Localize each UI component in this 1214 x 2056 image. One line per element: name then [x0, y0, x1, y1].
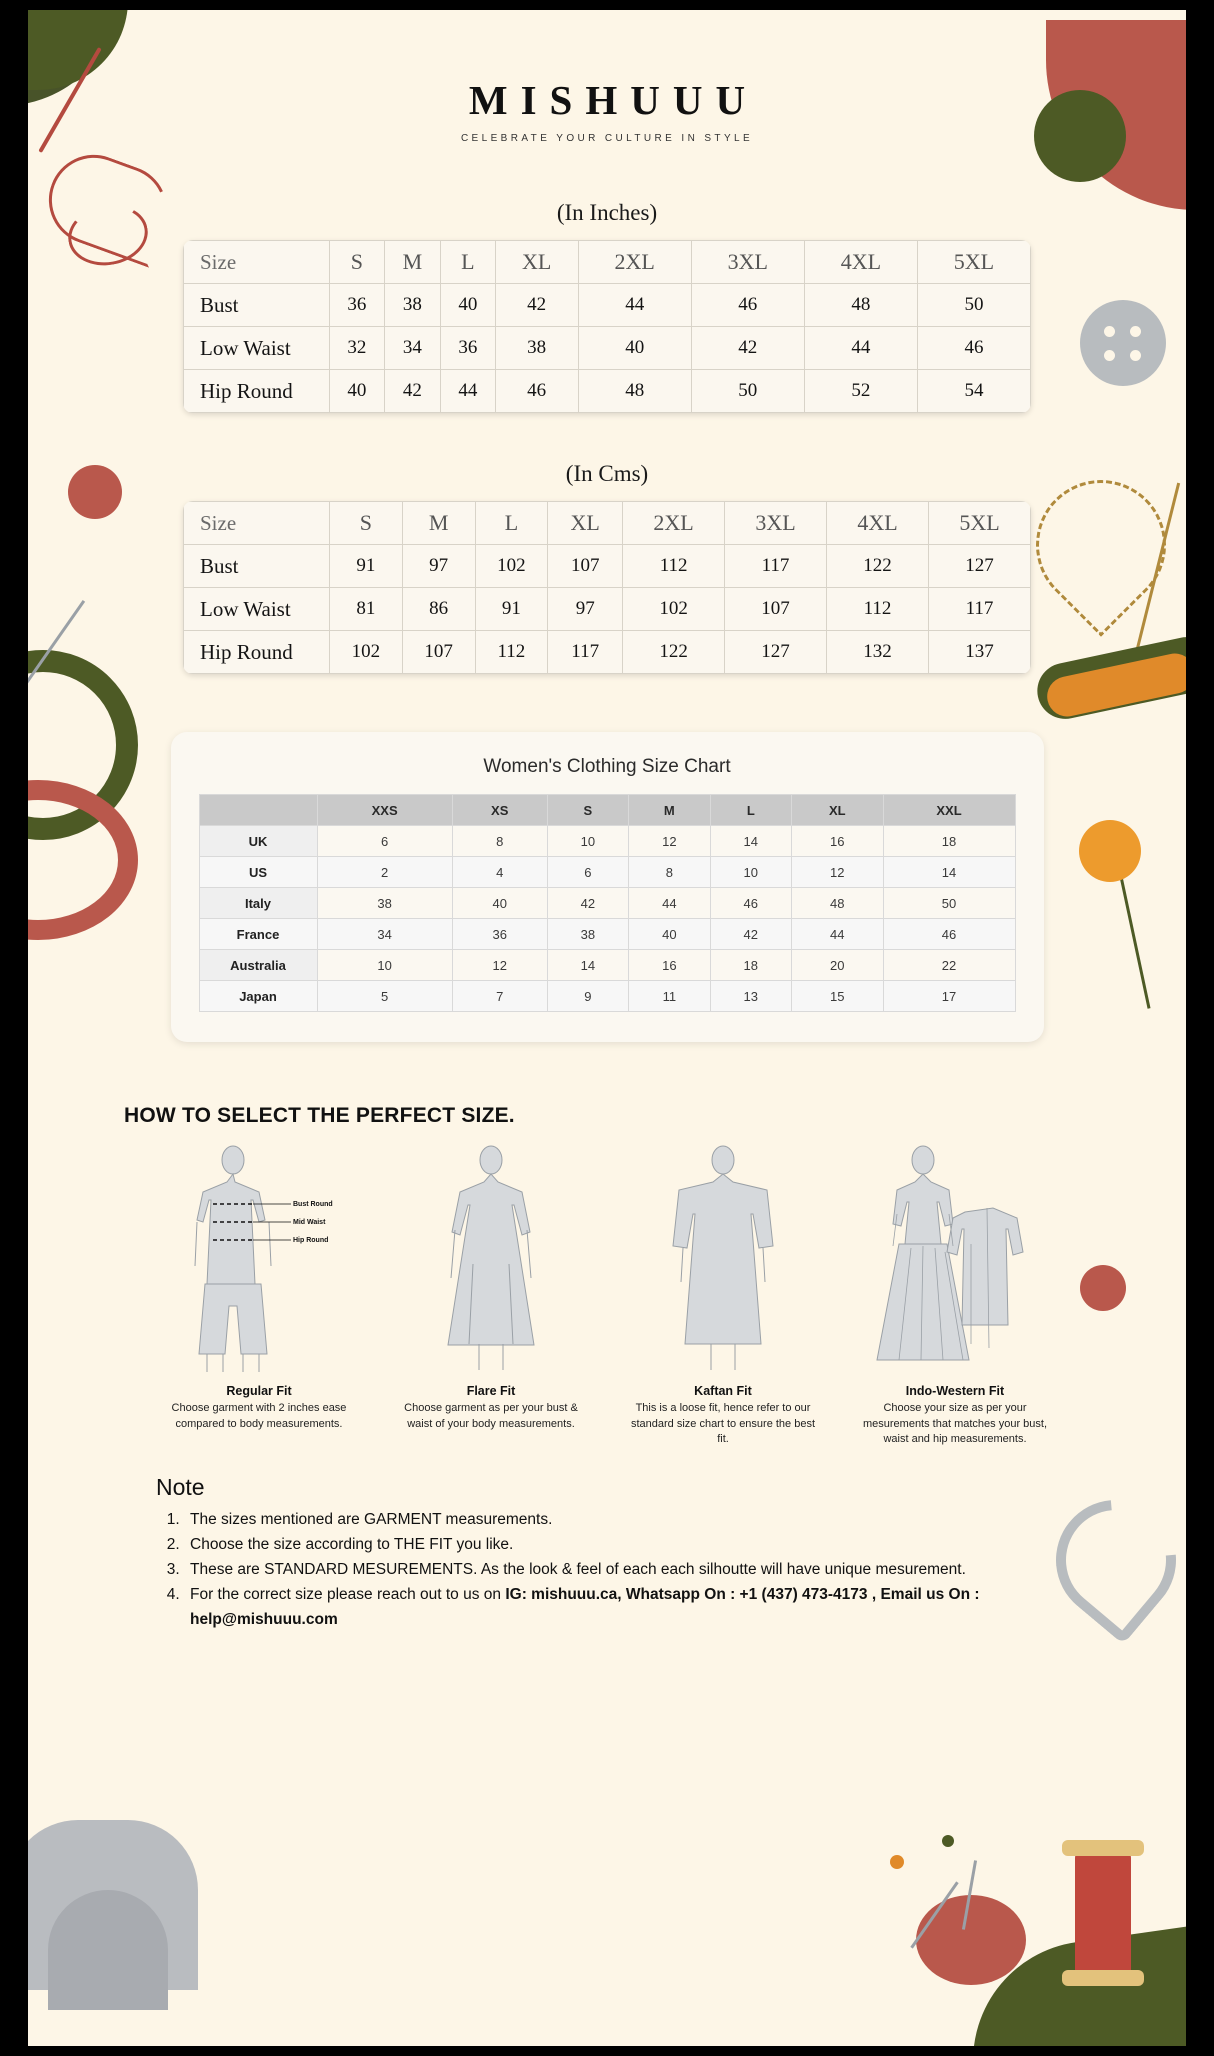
wcc-cell: 14: [883, 857, 1015, 888]
column-header: 3XL: [725, 502, 827, 545]
table-header-row: [184, 502, 1031, 545]
wcc-cell: 11: [629, 981, 710, 1012]
note-title: Note: [156, 1473, 205, 1500]
fit-figure-kaftan: [625, 1144, 821, 1448]
table-cell: 97: [548, 588, 623, 631]
table-cell: 117: [548, 631, 623, 674]
wcc-cell: 8: [452, 826, 547, 857]
wcc-cell: 44: [792, 919, 884, 950]
flare-fit-illustration: [393, 1144, 589, 1376]
column-header: S: [330, 502, 403, 545]
table-cell: 81: [330, 588, 403, 631]
table-row: [184, 284, 1031, 327]
decor-grey-blob-2: [48, 1890, 168, 2010]
column-header: XL: [495, 241, 578, 284]
cms-title: (In Cms): [565, 461, 649, 486]
wcc-column-header: L: [710, 795, 791, 826]
note-contact-info[interactable]: IG: mishuuu.ca, Whatsapp On : +1 (437) 473-4173 , Email us On : help@mishuuu.com: [190, 1586, 980, 1629]
column-header: M: [384, 241, 440, 284]
column-header: 4XL: [804, 241, 917, 284]
wcc-cell: 6: [547, 857, 628, 888]
fit-desc-regular: Choose garment with 2 inches ease compared to body measurements.: [171, 1402, 347, 1430]
column-header: 3XL: [691, 241, 804, 284]
decor-grey-blob: [28, 1820, 198, 1990]
table-row: [184, 370, 1031, 413]
size-chart-page: [28, 10, 1186, 2046]
table-row: [184, 545, 1031, 588]
wcc-row-label: Australia: [199, 950, 317, 981]
wcc-title: Women's Clothing Size Chart: [483, 756, 731, 777]
fit-name-kaftan: Kaftan Fit: [694, 1384, 752, 1398]
wcc-cell: 12: [792, 857, 884, 888]
table-cell: 107: [402, 631, 475, 674]
wcc-cell: 9: [547, 981, 628, 1012]
row-label: Low Waist: [184, 588, 330, 631]
wcc-header-row: [199, 795, 1015, 826]
note-list: [156, 1507, 1056, 1633]
wcc-table: [199, 794, 1016, 1012]
brand-name: MISHUUU: [468, 77, 759, 123]
table-cell: 42: [495, 284, 578, 327]
wcc-cell: 46: [883, 919, 1015, 950]
how-to-select-title: HOW TO SELECT THE PERFECT SIZE.: [124, 1104, 515, 1127]
column-header: L: [475, 502, 548, 545]
table-row: [184, 327, 1031, 370]
row-label: Bust: [184, 545, 330, 588]
pin-head-2: [942, 1835, 954, 1847]
table-cell: 112: [623, 545, 725, 588]
note-item: 3. These are STANDARD MESUREMENTS. As the look & feel of each each silhoutte will have unique mesurement.: [184, 1557, 1056, 1582]
thread-spool-bottom: [1062, 1970, 1144, 1986]
table-cell: 52: [804, 370, 917, 413]
indo-western-fit-illustration: [857, 1144, 1053, 1376]
wcc-cell: 12: [452, 950, 547, 981]
wcc-cell: 15: [792, 981, 884, 1012]
table-cell: 132: [827, 631, 929, 674]
table-row: [184, 631, 1031, 674]
table-cell: 46: [495, 370, 578, 413]
pin-cushion-icon: [916, 1895, 1026, 1985]
thread-spool-icon: [1075, 1850, 1131, 1980]
table-cell: 97: [402, 545, 475, 588]
wcc-row: [199, 826, 1015, 857]
table-cell: 34: [384, 327, 440, 370]
table-cell: 122: [623, 631, 725, 674]
wcc-row: [199, 919, 1015, 950]
wcc-cell: 42: [710, 919, 791, 950]
wcc-cell: 18: [883, 826, 1015, 857]
decor-green-pin: [1118, 871, 1150, 1009]
table-cell: 44: [804, 327, 917, 370]
column-header: 5XL: [928, 502, 1030, 545]
pin-1-icon: [910, 1881, 958, 1948]
inches-table-wrap: [183, 240, 1031, 413]
wcc-cell: 2: [317, 857, 452, 888]
wcc-cell: 48: [792, 888, 884, 919]
row-label: Bust: [184, 284, 330, 327]
table-cell: 48: [578, 370, 691, 413]
wcc-row-label: Japan: [199, 981, 317, 1012]
wcc-cell: 46: [710, 888, 791, 919]
decor-green-bottom: [958, 1923, 1186, 2046]
column-header: M: [402, 502, 475, 545]
wcc-cell: 40: [629, 919, 710, 950]
wcc-column-header: S: [547, 795, 628, 826]
table-cell: 40: [330, 370, 385, 413]
table-cell: 50: [691, 370, 804, 413]
table-cell: 38: [495, 327, 578, 370]
table-cell: 137: [928, 631, 1030, 674]
table-cell: 127: [928, 545, 1030, 588]
table-cell: 46: [691, 284, 804, 327]
thread-spool-top: [1062, 1840, 1144, 1856]
inches-table: [183, 240, 1031, 413]
wcc-cell: 18: [710, 950, 791, 981]
table-cell: 36: [330, 284, 385, 327]
note-item: 1. The sizes mentioned are GARMENT measurements.: [184, 1507, 1056, 1532]
wcc-cell: 22: [883, 950, 1015, 981]
table-cell: 54: [917, 370, 1030, 413]
table-cell: 48: [804, 284, 917, 327]
wcc-column-header: XXL: [883, 795, 1015, 826]
wcc-cell: 42: [547, 888, 628, 919]
wcc-row-label: France: [199, 919, 317, 950]
table-cell: 38: [384, 284, 440, 327]
table-cell: 42: [384, 370, 440, 413]
womens-clothing-size-chart-card: [171, 732, 1044, 1042]
wcc-cell: 36: [452, 919, 547, 950]
column-header: 2XL: [578, 241, 691, 284]
column-header: S: [330, 241, 385, 284]
note-item: 2. Choose the size according to THE FIT you like.: [184, 1532, 1056, 1557]
column-header: XL: [548, 502, 623, 545]
table-cell: 44: [440, 370, 495, 413]
wcc-cell: 10: [317, 950, 452, 981]
table-cell: 42: [691, 327, 804, 370]
wcc-cell: 13: [710, 981, 791, 1012]
fit-figure-flare: [393, 1144, 589, 1448]
wcc-cell: 34: [317, 919, 452, 950]
table-header-row: [184, 241, 1031, 284]
fit-figure-regular: [161, 1144, 357, 1448]
table-row: [184, 588, 1031, 631]
column-header: 4XL: [827, 502, 929, 545]
table-cell: 122: [827, 545, 929, 588]
wcc-cell: 38: [317, 888, 452, 919]
table-cell: 127: [725, 631, 827, 674]
wcc-cell: 14: [710, 826, 791, 857]
wcc-row-label: US: [199, 857, 317, 888]
column-header: L: [440, 241, 495, 284]
fit-desc-indo-western: Choose your size as per your mesurements that matches your bust, waist and hip measurements.: [862, 1402, 1048, 1446]
decor-red-arc: [28, 780, 138, 940]
table-cell: 102: [330, 631, 403, 674]
fit-name-flare: Flare Fit: [466, 1384, 516, 1398]
wcc-cell: 10: [710, 857, 791, 888]
table-cell: 40: [578, 327, 691, 370]
table-cell: 32: [330, 327, 385, 370]
wcc-cell: 7: [452, 981, 547, 1012]
wcc-column-header: XS: [452, 795, 547, 826]
wcc-cell: 10: [547, 826, 628, 857]
annotation-hip-round: Hip Round: [293, 1237, 329, 1244]
wcc-cell: 17: [883, 981, 1015, 1012]
wcc-column-header: XL: [792, 795, 884, 826]
note-item: 4. For the correct size please reach out to us on IG: mishuuu.ca, Whatsapp On : +1 (437) 473-4173 , Email us On : help@mishuuu.com: [184, 1582, 1056, 1632]
table-cell: 117: [928, 588, 1030, 631]
table-cell: 86: [402, 588, 475, 631]
cms-table: [183, 501, 1031, 674]
wcc-row-label: UK: [199, 826, 317, 857]
wcc-cell: 38: [547, 919, 628, 950]
wcc-cell: 12: [629, 826, 710, 857]
row-label: Hip Round: [184, 631, 330, 674]
wcc-cell: 6: [317, 826, 452, 857]
cms-table-wrap: [183, 501, 1031, 674]
table-cell: 112: [475, 631, 548, 674]
wcc-cell: 8: [629, 857, 710, 888]
table-cell: 91: [475, 588, 548, 631]
table-cell: 36: [440, 327, 495, 370]
brand-tagline: CELEBRATE YOUR CULTURE IN STYLE: [460, 133, 754, 144]
brand-header: [28, 10, 1186, 144]
table-cell: 107: [725, 588, 827, 631]
inches-title: (In Inches): [556, 200, 658, 225]
wcc-cell: 50: [883, 888, 1015, 919]
note-section: [156, 1474, 1056, 1633]
table-cell: 102: [623, 588, 725, 631]
regular-fit-illustration: [161, 1144, 357, 1376]
wcc-row-label: Italy: [199, 888, 317, 919]
table-cell: 44: [578, 284, 691, 327]
wcc-column-header: XXS: [317, 795, 452, 826]
table-cell: 107: [548, 545, 623, 588]
table-cell: 91: [330, 545, 403, 588]
wcc-column-header: M: [629, 795, 710, 826]
fit-name-indo-western: Indo-Western Fit: [905, 1384, 1005, 1398]
wcc-cell: 16: [629, 950, 710, 981]
column-header: 5XL: [917, 241, 1030, 284]
pin-2-icon: [962, 1860, 977, 1929]
row-label: Low Waist: [184, 327, 330, 370]
pin-head-1: [890, 1855, 904, 1869]
annotation-bust-round: Bust Round: [293, 1201, 333, 1208]
column-header: 2XL: [623, 502, 725, 545]
wcc-row: [199, 888, 1015, 919]
kaftan-fit-illustration: [625, 1144, 821, 1376]
wcc-cell: 5: [317, 981, 452, 1012]
table-cell: 117: [725, 545, 827, 588]
wcc-row: [199, 950, 1015, 981]
fit-desc-kaftan: This is a loose fit, hence refer to our standard size chart to ensure the best fit.: [630, 1402, 816, 1446]
fit-figures: [28, 1144, 1186, 1448]
fit-desc-flare: Choose garment as per your bust & waist of your body measurements.: [404, 1402, 578, 1430]
annotation-mid-waist: Mid Waist: [293, 1219, 326, 1226]
wcc-cell: 44: [629, 888, 710, 919]
table-cell: 46: [917, 327, 1030, 370]
wcc-column-header: [199, 795, 317, 826]
wcc-cell: 4: [452, 857, 547, 888]
wcc-cell: 16: [792, 826, 884, 857]
wcc-cell: 20: [792, 950, 884, 981]
row-label: Hip Round: [184, 370, 330, 413]
wcc-cell: 14: [547, 950, 628, 981]
wcc-row: [199, 857, 1015, 888]
table-cell: 40: [440, 284, 495, 327]
table-cell: 50: [917, 284, 1030, 327]
fit-name-regular: Regular Fit: [226, 1384, 292, 1398]
wcc-row: [199, 981, 1015, 1012]
column-header-size: Size: [184, 241, 330, 284]
decor-green-arc: [28, 650, 138, 840]
table-cell: 102: [475, 545, 548, 588]
column-header-size: Size: [184, 502, 330, 545]
decor-orange-ball: [1079, 820, 1141, 882]
fit-figure-indo-western: [857, 1144, 1053, 1448]
table-cell: 112: [827, 588, 929, 631]
wcc-cell: 40: [452, 888, 547, 919]
